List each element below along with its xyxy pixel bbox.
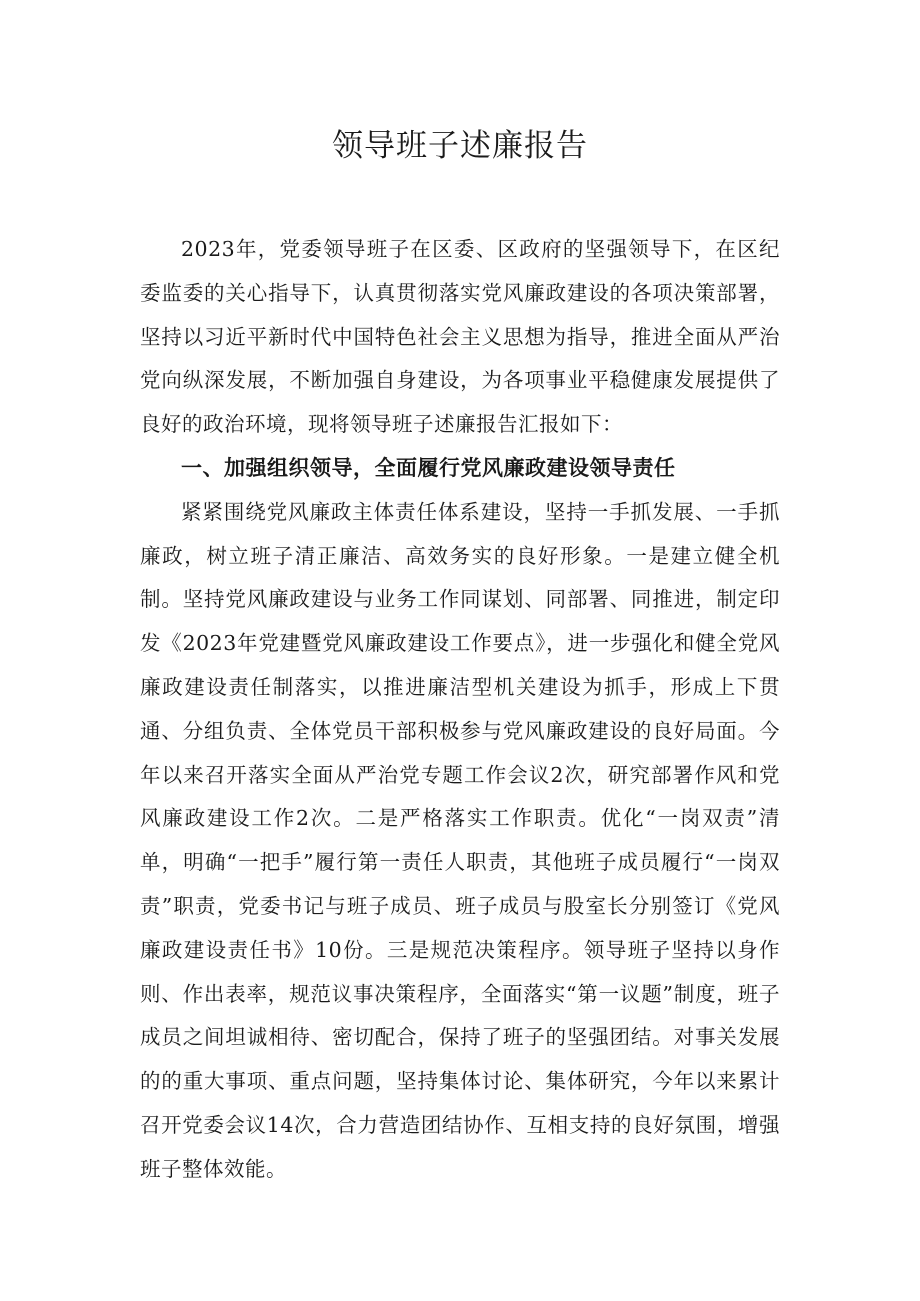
section-heading: 一、加强组织领导，全面履行党风廉政建设领导责任 [181, 455, 676, 480]
document-title: 领导班子述廉报告 [332, 128, 588, 164]
section-paragraph: 紧紧围绕党风廉政主体责任体系建设，坚持一手抓发展、一手抓廉政，树立班子清正廉洁、高效务实的良好形象。一是建立健全机制。坚持党风廉政建设与业务工作同谋划、同部署、同推进，制定印发《2023年党建暨党风廉政建设工作要点》，进一步强化和健全党风廉政建设责任制落实，以推进廉洁型机关建设为抓手，形成上下贯通、分组负责、全体党员干部积极参与党风廉政建设的良好局面。今年以来召开落实全面从严治党专题工作会议2次，研究部署作风和党风廉政建设工作2次。二是严格落实工作职责。优化“一岗双责”清单，明确“一把手”履行第一责任人职责，其他班子成员履行“一岗双责”职责，党委书记与班子成员、班子成员与股室长分别签订《党风廉政建设责任书》10份。三是规范决策程序。领导班子坚持以身作则、作出表率，规范议事决策程序，全面落实“第一议题”制度，班子成员之间坦诚相待、密切配合，保持了班子的坚强团结。对事关发展的的重大事项、重点问题，坚持集体讨论、集体研究，今年以来累计召开党委会议14次，合力营造团结协作、互相支持的良好氛围，增强班子整体效能。 [140, 499, 780, 1181]
document-body [140, 228, 780, 1192]
intro-paragraph: 2023年，党委领导班子在区委、区政府的坚强领导下，在区纪委监委的关心指导下，认真贯彻落实党风廉政建设的各项决策部署，坚持以习近平新时代中国特色社会主义思想为指导，推进全面从严治党向纵深发展，不断加强自身建设，为各项事业平稳健康发展提供了良好的政治环境，现将领导班子述廉报告汇报如下： [140, 237, 780, 437]
